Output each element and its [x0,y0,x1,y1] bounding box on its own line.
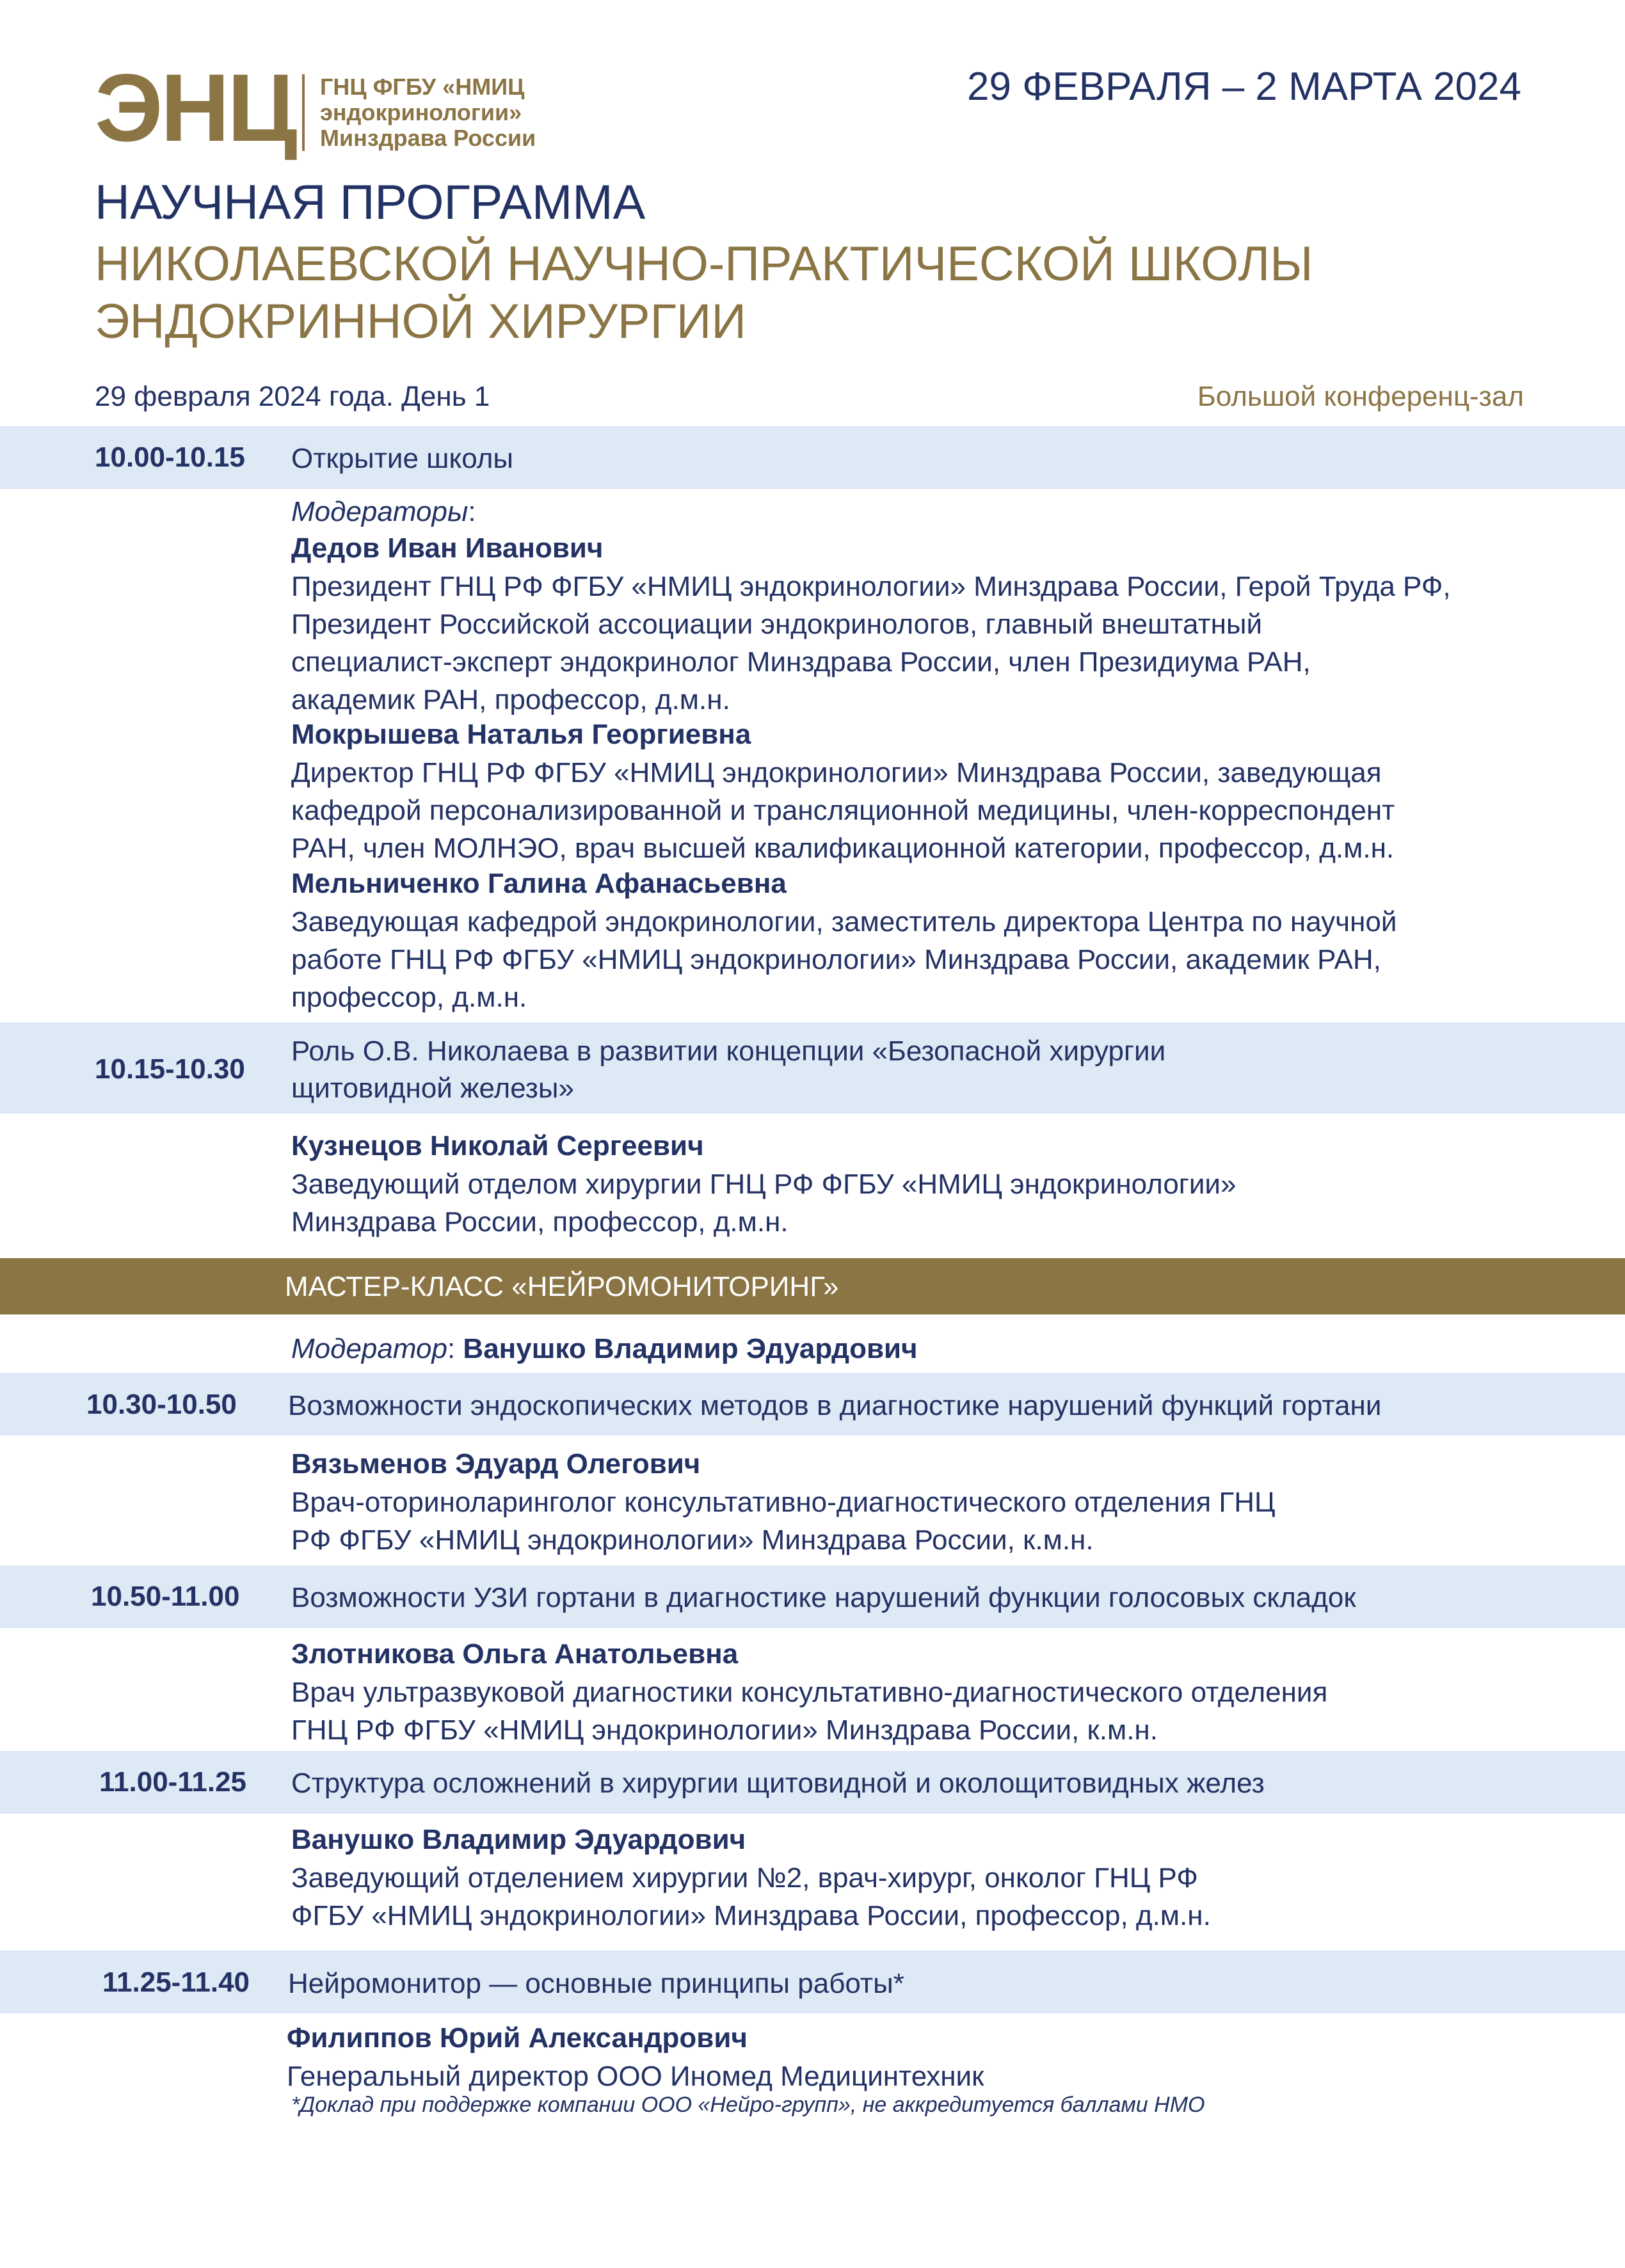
desc-line: специалист-эксперт эндокринолог Минздрава России, член Президиума РАН, [291,646,1311,678]
moderators-label: Модераторы [291,496,468,527]
session-time: 10.30-10.50 [86,1389,237,1420]
desc-line: Заведующий отделом хирургии ГНЦ РФ ФГБУ «НМИЦ эндокринологии» [291,1169,1237,1200]
page-subtitle: ЭНДОКРИННОЙ ХИРУРГИИ [95,294,747,349]
logo-line: Минздрава России [320,125,536,151]
session-topic: Возможности УЗИ гортани в диагностике нарушений функции голосовых складок [291,1582,1356,1613]
desc-line: Генеральный директор ООО Иномед Медицинтехник [287,2061,984,2092]
speaker-name: Вязьменов Эдуард Олегович [291,1448,701,1480]
speaker-name: Кузнецов Николай Сергеевич [291,1130,704,1162]
logo-text [320,74,536,151]
desc-line: Президент ГНЦ РФ ФГБУ «НМИЦ эндокринологии» Минздрава России, Герой Труда РФ, [291,571,1451,602]
session-time: 10.00-10.15 [95,442,245,473]
page-title: НАУЧНАЯ ПРОГРАММА [95,175,646,230]
session-topic: Открытие школы [291,443,513,474]
masterclass-moderator: Модератор: Ванушко Владимир Эдуардович [291,1333,918,1364]
session-time: 10.15-10.30 [95,1053,245,1085]
speaker-description [291,1483,1276,1559]
desc-line: Заведующий отделением хирургии №2, врач-хирург, онколог ГНЦ РФ [291,1862,1198,1894]
desc-line: академик РАН, профессор, д.м.н. [291,684,730,715]
footnote: *Доклад при поддержке компании ООО «Нейро-групп», не аккредитуется баллами НМО [291,2093,1205,2117]
session-topic: Структура осложнений в хирургии щитовидной и околощитовидных желез [291,1768,1265,1799]
event-dates: 29 ФЕВРАЛЯ – 2 МАРТА 2024 [967,65,1521,109]
desc-line: Врач-оториноларинголог консультативно-диагностического отделения ГНЦ [291,1487,1276,1518]
session-topic [291,1033,1165,1107]
session-time: 11.00-11.25 [99,1766,247,1798]
session-time: 10.50-11.00 [91,1581,240,1612]
moderator-name: Мокрышева Наталья Георгиевна [291,719,751,750]
desc-line: ГНЦ РФ ФГБУ «НМИЦ эндокринологии» Минздрава России, к.м.н. [291,1714,1158,1746]
desc-line: Президент Российской ассоциации эндокринологов, главный внештатный [291,609,1263,640]
moderator-label: Модератор [291,1333,447,1364]
moderator-description [291,568,1451,719]
speaker-name: Злотникова Ольга Анатольевна [291,1638,739,1670]
desc-line: Врач ультразвуковой диагностики консультативно-диагностического отделения [291,1677,1328,1708]
desc-line: Заведующая кафедрой эндокринологии, заместитель директора Центра по научной [291,906,1397,938]
day-label: 29 февраля 2024 года. День 1 [95,381,490,412]
desc-line: профессор, д.м.н. [291,982,527,1013]
moderator-name: Мельниченко Галина Афанасьевна [291,868,787,899]
logo-line: эндокринологии» [320,99,522,125]
moderator-name: Дедов Иван Иванович [291,532,604,564]
desc-line: ФГБУ «НМИЦ эндокринологии» Минздрава России, профессор, д.м.н. [291,1900,1211,1931]
speaker-description [291,1859,1211,1935]
desc-line: Директор ГНЦ РФ ФГБУ «НМИЦ эндокринологии» Минздрава России, заведующая [291,757,1382,788]
moderator-name: Ванушко Владимир Эдуардович [463,1333,918,1364]
speaker-description [291,1165,1236,1241]
session-topic: Возможности эндоскопических методов в диагностике нарушений функций гортани [288,1390,1382,1421]
masterclass-title: МАСТЕР-КЛАСС «НЕЙРОМОНИТОРИНГ» [285,1271,839,1302]
logo-mark: ЭНЦ [95,54,295,161]
speaker-name: Ванушко Владимир Эдуардович [291,1824,746,1855]
speaker-name: Филиппов Юрий Александрович [287,2022,748,2054]
desc-line: работе ГНЦ РФ ФГБУ «НМИЦ эндокринологии» Минздрава России, академик РАН, [291,944,1381,975]
desc-line: кафедрой персонализированной и трансляционной медицины, член-корреспондент [291,795,1395,826]
speaker-description [291,1673,1327,1749]
desc-line: Минздрава России, профессор, д.м.н. [291,1206,788,1238]
moderator-description [291,903,1397,1016]
moderator-description [291,754,1395,867]
logo-divider [302,74,305,151]
session-time: 11.25-11.40 [102,1967,250,1998]
topic-line: щитовидной железы» [291,1073,574,1104]
speaker-description [287,2057,984,2095]
topic-line: Роль О.В. Николаева в развитии концепции «Безопасной хирургии [291,1035,1166,1067]
desc-line: РАН, член МОЛНЭО, врач высшей квалификационной категории, профессор, д.м.н. [291,833,1395,864]
logo-line: ГНЦ ФГБУ «НМИЦ [320,74,525,100]
session-topic: Нейромонитор — основные принципы работы* [288,1968,904,1999]
hall-label: Большой конференц-зал [1197,381,1524,412]
moderators-heading: Модераторы: [291,496,476,527]
desc-line: РФ ФГБУ «НМИЦ эндокринологии» Минздрава России, к.м.н. [291,1524,1094,1556]
page-subtitle: НИКОЛАЕВСКОЙ НАУЧНО-ПРАКТИЧЕСКОЙ ШКОЛЫ [95,237,1313,291]
